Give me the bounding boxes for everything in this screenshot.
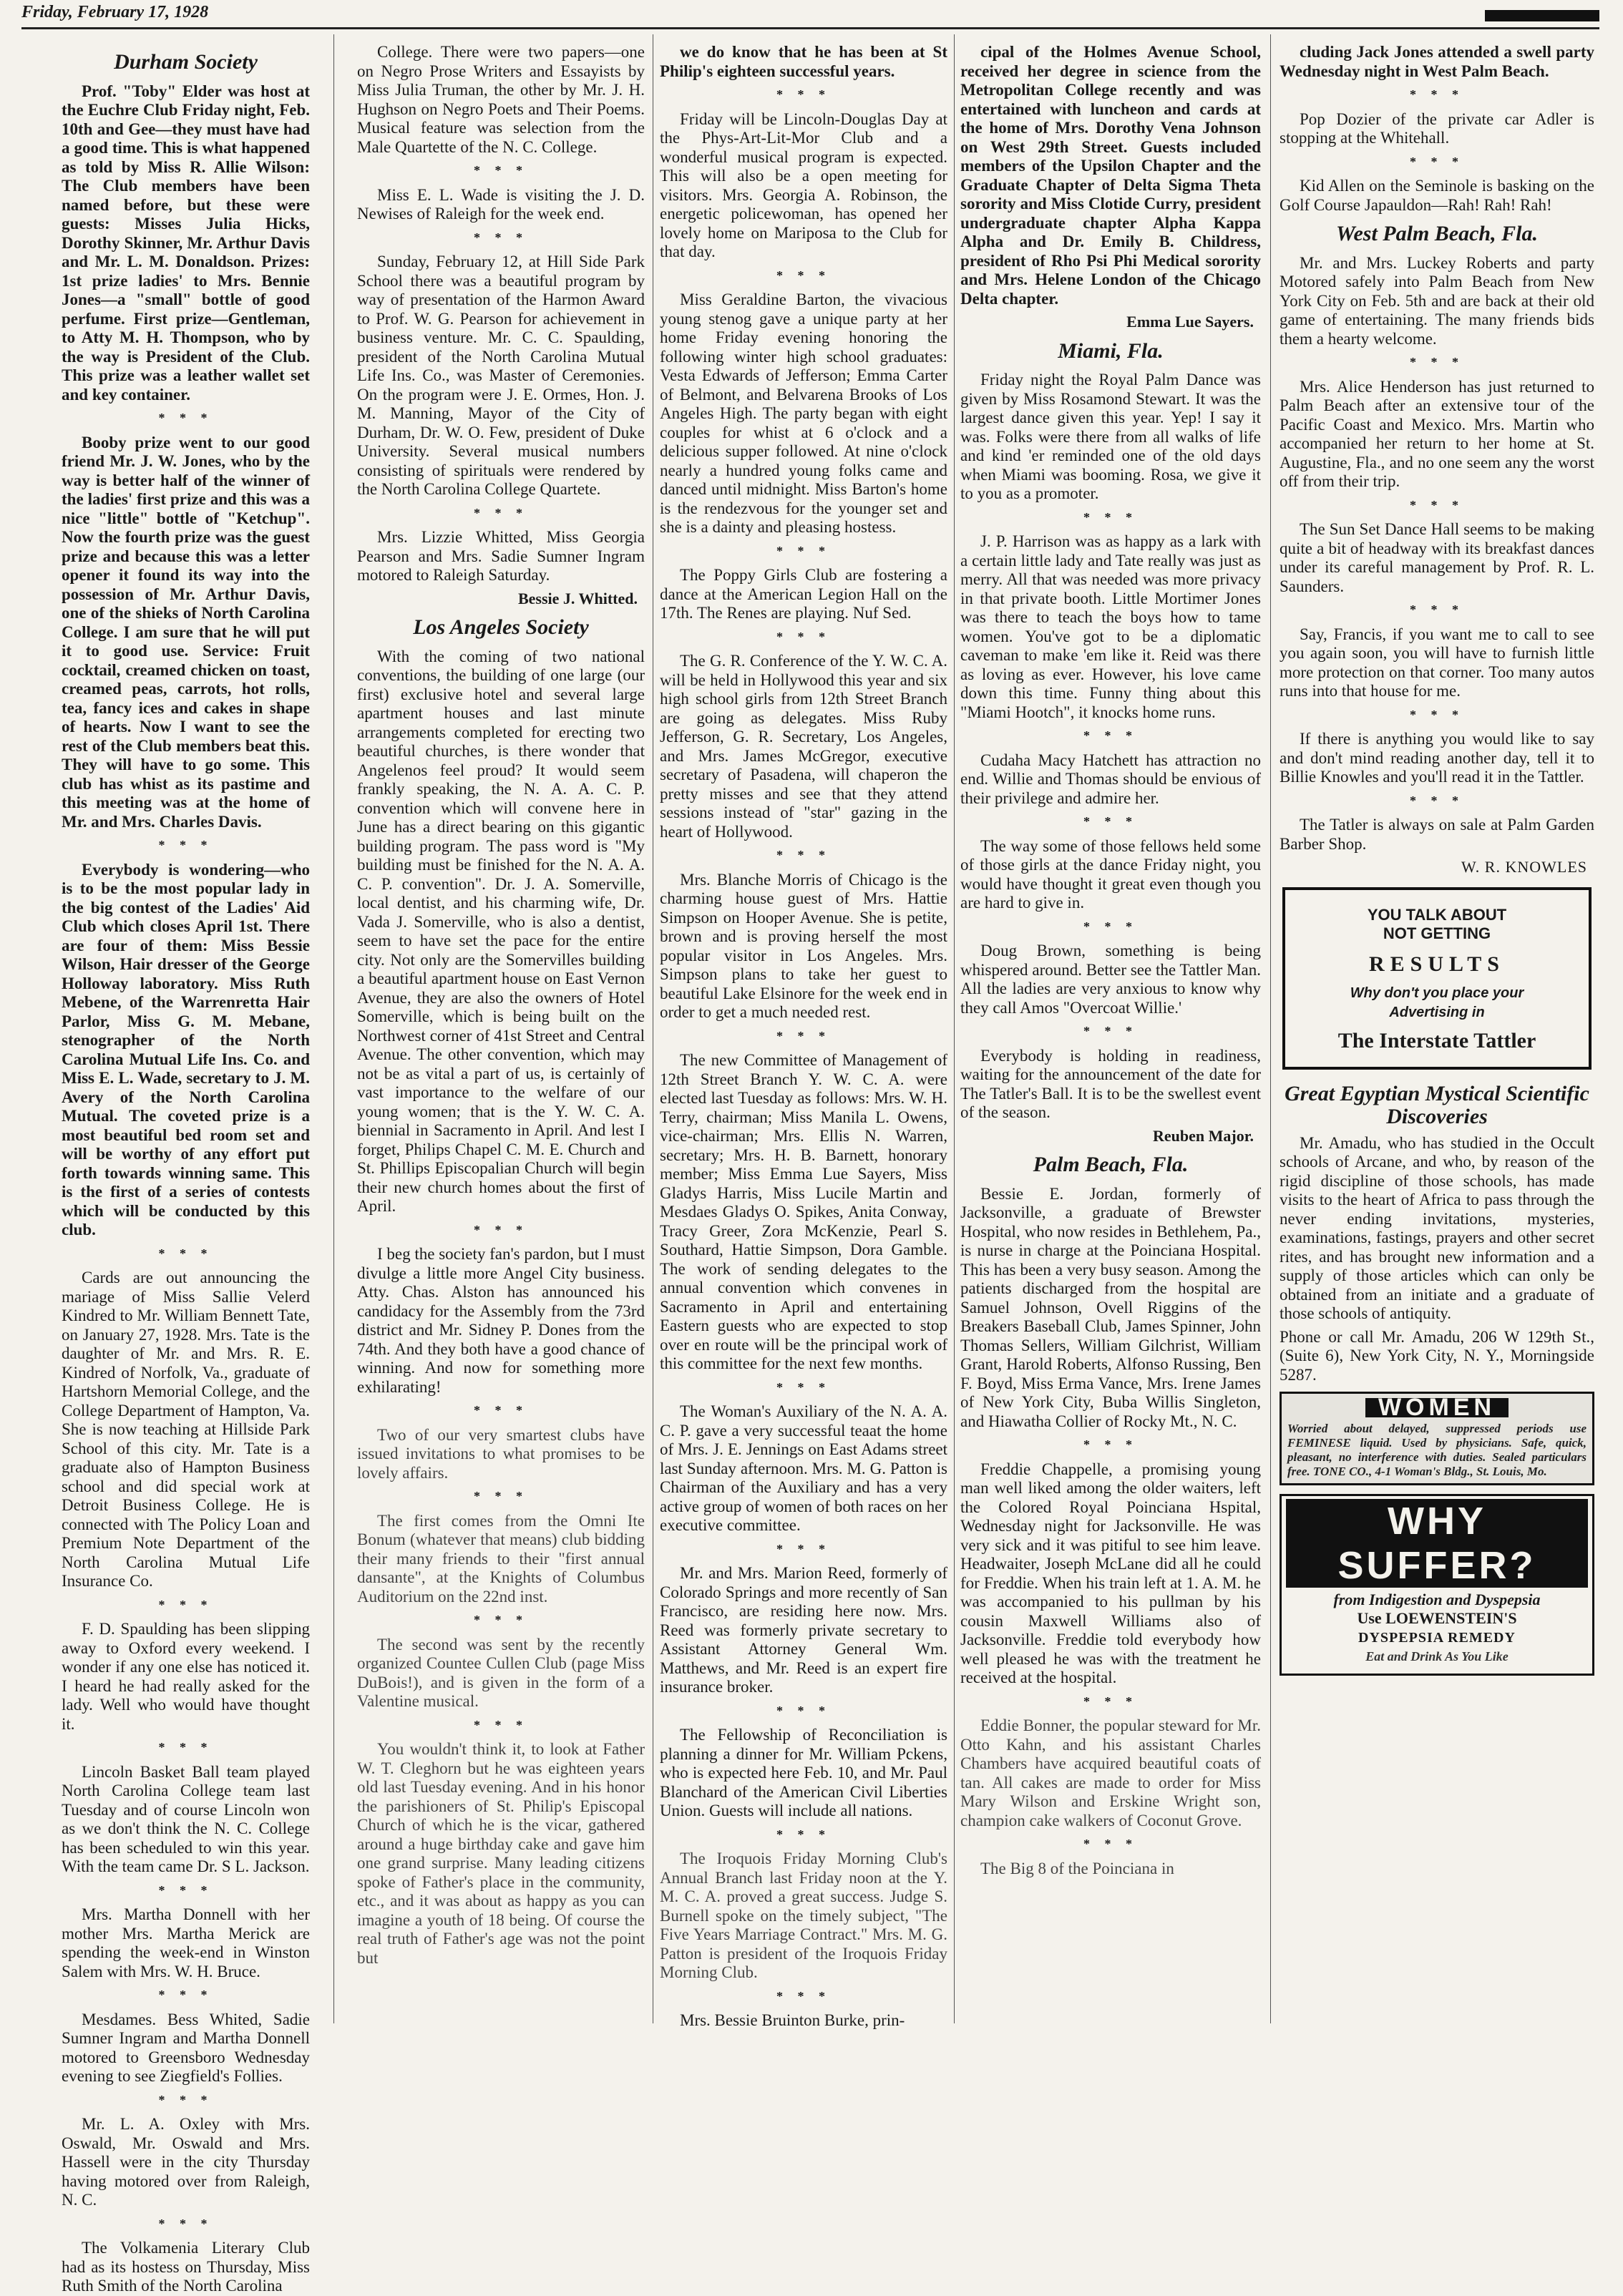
separator-stars: * * * bbox=[776, 268, 831, 283]
article-paragraph: The first comes from the Omni Ite Bonum (whatever that means) club bidding their many friends to their "first annual dansante", at the Knights of Columbus Auditorium on the 22nd inst. bbox=[357, 1511, 645, 1606]
separator-stars: * * * bbox=[776, 1541, 831, 1556]
article-paragraph: Mr. and Mrs. Luckey Roberts and party Motored safely into Palm Beach from New York City on Feb. 5th and are back at their old game of entertaining. The many friends bids them a hearty welcome. bbox=[1280, 253, 1594, 348]
separator-stars: * * * bbox=[158, 1246, 213, 1261]
article-paragraph: Friday will be Lincoln-Douglas Day at the Phys-Art-Lit-Mor Club and a wonderful musical program is expected. This will also be a open meeting for visitors. Mrs. Georgia A. Robinson, the energetic policewoman, has opened her lovely home on Mariposa to the Club for that day. bbox=[660, 109, 947, 260]
article-paragraph: Kid Allen on the Seminole is basking on the Golf Course Japauldon—Rah! Rah! Rah! bbox=[1280, 177, 1594, 214]
separator-stars: * * * bbox=[1410, 87, 1464, 102]
masthead-bar bbox=[1485, 10, 1599, 21]
article-paragraph: Booby prize went to our good friend Mr. J. W. Jones, who by the way is better half of the winner of the ladies' first prize and this was a nice "little" bottle of "Ketchup". Now the fourth prize was the guest prize and because this was a letter opener it found its way into the possession of Mr. Arthur Davis, one of the shieks of North Carolina College. I am sure that he will put it to good use. Service: Fruit cocktail, creamed chicken on toast, creamed peas, carrots, hot rolls, tea, fancy ices and cakes in shape of hearts. Now I want to see the rest of the Club members beat this. They will have to go some. This club has whist as its pastime and this meeting was at the home of Mr. and Mrs. Charles Davis. bbox=[62, 433, 310, 831]
column-2 bbox=[357, 43, 645, 2023]
article-paragraph: J. P. Harrison was as happy as a lark with a certain little lady and Tate really was just as merry. All that was needed was more privacy in that private booth. Little Mortimer Jones was there to teach the boys how to tame women. You've got to be a diplomatic caveman to make 'em like it. Reid was there as loving as ever. However, his love came down this time. Funny thing about this "Miami Hootch", it knocks home runs. bbox=[960, 532, 1261, 721]
ad-line: Eat and Drink As You Like bbox=[1365, 1649, 1509, 1664]
tattler-advertisement bbox=[1282, 887, 1592, 1070]
article-paragraph: Everybody is holding in readiness, waiting for the announcement of the date for The Tatler's Ball. It is to be the swellest event of the season. bbox=[960, 1046, 1261, 1121]
article-paragraph: Doug Brown, something is being whispered around. Better see the Tattler Man. All the ladies are very anxious to know why they call Amos "Overcoat Willie.' bbox=[960, 942, 1261, 1017]
article-paragraph: we do know that he has been at St Philip's eighteen successful years. bbox=[660, 43, 947, 80]
article-paragraph: Two of our very smartest clubs have issued invitations to what promises to be lovely affairs. bbox=[357, 1425, 645, 1482]
separator-stars: * * * bbox=[1410, 154, 1464, 169]
article-paragraph: cipal of the Holmes Avenue School, received her degree in science from the Metropolitan College recently and was entertained with luncheon and cards at the home of Mrs. Dorothy Vena Johnson on West 29th Street. Guests included members of the Upsilon Chapter and the Graduate Chapter of Delta Sigma Theta sorority and Miss Clotide Curry, president undergraduate chapter Alpha Kappa Alpha and Dr. Emily B. Childress, president of Rho Psi Phi Medical sorority and Mrs. Helene London of the Chicago Delta chapter. bbox=[960, 43, 1261, 308]
byline: Emma Lue Sayers. bbox=[1126, 313, 1254, 331]
article-paragraph: The G. R. Conference of the Y. W. C. A. will be held in Hollywood this year and six high school girls from 12th Street Branch are going as delegates. Miss Ruby Jefferson, G. R. Secretary, Los Angeles, and Mrs. James McGregor, executive secretary of Pasadena, will chaperon the pretty misses and see that they attend sessions instead of "star" gazing in the heart of Hollywood. bbox=[660, 652, 947, 841]
separator-stars: * * * bbox=[158, 1882, 213, 1897]
article-paragraph: The way some of those fellows held some of those girls at the dance Friday night, you would have thought it great even though you are hard to give in. bbox=[960, 836, 1261, 912]
article-paragraph: Pop Dozier of the private car Adler is stopping at the Whitehall. bbox=[1280, 109, 1594, 147]
ad-line: NOT GETTING bbox=[1383, 924, 1491, 942]
article-paragraph: Mrs. Lizzie Whitted, Miss Georgia Pearson and Mrs. Sadie Sumner Ingram motored to Raleigh Saturday. bbox=[357, 528, 645, 584]
separator-stars: * * * bbox=[776, 1379, 831, 1394]
separator-stars: * * * bbox=[1083, 1694, 1138, 1709]
article-paragraph: With the coming of two national conventions, the building of one large (our first) exclusive hotel and several large apartment houses and last minute arrangements completed for erecting two beautiful churches, is there wonder that Angelenos feel proud? It would seem frankly speaking, the N. A. A. C. P. convention which will convene here in June has a direct bearing on this gigantic building program. The pass word is "My building must be finished for the N. A. A. C. P. convention". Dr. J. A. Somerville, local dentist, and his charming wife, Dr. Vada J. Somerville, who is also a dentist, seem to have set the pace for the entire city. Not only are the Somervilles building a beautiful apartment house on East Vernon Avenue, they are also the owners of Hotel Somerville, which is being built on the Northwest corner of 41st Street and Central Avenue. The other convention, which may not be as vital a part of us, is certainly of vast importance to the welfare of our young women; that is the Y. W. C. A. biennial in Sacramento in April. And lest I forget, Philips Chapel C. M. E. Church and St. Phillips Episcopalian Church will begin their new church homes about the first of April. bbox=[357, 647, 645, 1215]
article-paragraph: Mrs. Alice Henderson has just returned to Palm Beach after an extensive tour of the Pacific Coast and Mexico. Mrs. Martin who accompanied her return to her home at St. Augustine, Fla., and no one seem any the worst off from their trip. bbox=[1280, 377, 1594, 490]
separator-stars: * * * bbox=[158, 1988, 213, 2002]
article-paragraph: Say, Francis, if you want me to call to see you again soon, you will have to furnish little more protection on that corner. Too many autos runs into that house for me. bbox=[1280, 625, 1594, 700]
separator-stars: * * * bbox=[158, 411, 213, 425]
article-paragraph: You wouldn't think it, to look at Father W. T. Cleghorn but he was eighteen years old last Tuesday evening. And in his honor the parishioners of St. Philip's Episcopal Church of which he is the vicar, gathered around a huge birthday cake and gave him one grand surprise. Many leading citizens spoke of Father's place in the community, etc., and it was about as happy as you can imagine a youth of 18 being. Of course the real truth of Father's age was not the point but bbox=[357, 1740, 645, 1967]
article-paragraph: cluding Jack Jones attended a swell party Wednesday night in West Palm Beach. bbox=[1280, 43, 1594, 80]
separator-stars: * * * bbox=[776, 1703, 831, 1718]
article-paragraph: College. There were two papers—one on Negro Prose Writers and Essayists by Miss Julia Truman, the other by Mr. J. H. Hughson on Negro Poets and Their Poems. Musical feature was selection from the Male Quartette of the N. C. College. bbox=[357, 43, 645, 156]
ad-title: WHY SUFFER? bbox=[1286, 1499, 1588, 1588]
byline: Bessie J. Whitted. bbox=[517, 589, 638, 607]
article-paragraph: Prof. "Toby" Elder was host at the Euchre Club Friday night, Feb. 10th and Gee—they must have had a good time. This is what happened as told by Miss R. Allie Wilson: The Club members have been named before, but these were guests: Misses Julia Hicks, Dorothy Skinner, Mr. Arthur Davis and Mr. L. M. Donaldson. Prizes: 1st prize ladies' to Mrs. Bennie Jones—a "small" bottle of good perfume. First prize—Gentleman, to Atty M. H. Thompson, who by the way is President of the Club. This prize was a leather wallet set and key container. bbox=[62, 82, 310, 404]
column-rule bbox=[954, 34, 955, 2023]
dateline: Friday, February 17, 1928 bbox=[21, 3, 209, 21]
separator-stars: * * * bbox=[1083, 1837, 1138, 1851]
article-paragraph: F. D. Spaulding has been slipping away to Oxford every weekend. I wonder if any one else has noticed it. I heard he had really asked for the lady. Well who would have thought it. bbox=[62, 1620, 310, 1733]
separator-stars: * * * bbox=[776, 1988, 831, 2003]
column-rule bbox=[1270, 34, 1271, 2023]
article-paragraph: Bessie E. Jordan, formerly of Jacksonville, a graduate of Brewster Hospital, who now resides in Bethlehem, Pa., is nurse in charge at the Poinciana Hospital. This has been a very busy season. Among the patients discharged from the hospital are Samuel Johnson, Ovell Riggins of the Breakers Baseball Club, James Spinner, John Thomas Sellers, William Gilchrist, William Grant, Harold Roberts, Alfonso Russing, Ben F. Boyd, Miss Erma Vance, Mrs. Irene James of New York City, Buba Willis Singleton, and Hiawatha Collier of Rocky Mt., N. C. bbox=[960, 1184, 1261, 1430]
separator-stars: * * * bbox=[776, 1028, 831, 1043]
separator-stars: * * * bbox=[1410, 602, 1464, 617]
article-paragraph: Cudaha Macy Hatchett has attraction no end. Willie and Thomas should be envious of their privilege and admire her. bbox=[960, 751, 1261, 807]
separator-stars: * * * bbox=[474, 1403, 528, 1417]
article-paragraph: The Iroquois Friday Morning Club's Annual Branch last Friday noon at the Y. M. C. A. proved a great success. Judge S. Burnell spoke on the timely subject, "The Five Years Marriage Contract." Mrs. M. G. Patton is president of the Iroquois Friday Morning Club. bbox=[660, 1850, 947, 1981]
article-paragraph: Everybody is wondering—who is to be the most popular lady in the big contest of the Ladies' Aid Club which closes April 1st. There are four of them: Miss Bessie Wilson, Hair dresser of the George Holloway laboratory. Miss Ruth Mebene, of the Warrenretta Hair Parlor, Miss G. M. Mebane, stenographer of the North Carolina Mutual Life Ins. Co. and Miss E. L. Wade, secretary to J. M. Avery of the North Carolina Mutual. The coveted prize is a most beautiful bed room set and will be worthy of any effort put forth towards winning same. This is the first of a series of contests which will be conducted by this club. bbox=[62, 860, 310, 1239]
separator-stars: * * * bbox=[474, 1489, 528, 1503]
ad-line: from Indigestion and Dyspepsia bbox=[1333, 1590, 1541, 1608]
article-paragraph: The new Committee of Management of 12th Street Branch Y. W. C. A. were elected last Tuesday as follows: Mrs. W. H. Terry, chairman; Miss Manila L. Owens, vice-chairman; Mrs. Ellis N. Warren, secretary; Mrs. H. B. Barnett, honorary member; Miss Emma Lue Sayers, Miss Gladys Harris, Miss Lucile Martin and Mesdaes Gladys O. Spikes, Anita Conway, Tracy Greer, Zora McKenzie, Pearl S. Southard, Hattie Simpson, Dora Gamble. The work of sending delegates to the annual convention which convenes in Sacramento in April and entertaining Eastern guests who are expected to stop over en route will be the principal work of this committee for the next few months. bbox=[660, 1051, 947, 1372]
separator-stars: * * * bbox=[158, 1597, 213, 1612]
separator-stars: * * * bbox=[776, 87, 831, 102]
separator-stars: * * * bbox=[1083, 728, 1138, 743]
women-advertisement bbox=[1280, 1392, 1594, 1485]
ad-line: Use LOEWENSTEIN'S bbox=[1357, 1609, 1517, 1627]
separator-stars: * * * bbox=[1083, 509, 1138, 524]
ad-line: The Interstate Tattler bbox=[1337, 1029, 1536, 1052]
separator-stars: * * * bbox=[474, 1613, 528, 1627]
ad-line: DYSPEPSIA REMEDY bbox=[1358, 1629, 1516, 1646]
article-paragraph: Miss E. L. Wade is visiting the J. D. Newises of Raleigh for the week end. bbox=[357, 185, 645, 223]
article-paragraph: The second was sent by the recently organized Countee Cullen Club (page Miss DuBois!), and is given in the form of a Valentine musical. bbox=[357, 1635, 645, 1710]
article-paragraph: Mrs. Martha Donnell with her mother Mrs. Martha Merick are spending the week-end in Winston Salem with Mrs. W. H. Bruce. bbox=[62, 1905, 310, 1980]
separator-stars: * * * bbox=[776, 629, 831, 644]
separator-stars: * * * bbox=[158, 838, 213, 852]
separator-stars: * * * bbox=[1410, 707, 1464, 722]
article-paragraph: Cards are out announcing the mariage of Miss Sallie Velerd Kindred to Mr. William Bennett Tate, on January 27, 1928. Mrs. Tate is the daughter of Mr. and Mrs. R. E. Kindred of Norfolk, Va., graduate of Hartshorn Memorial College, and the College Department of Hampton, Va. She is now teaching at Hillside Park School of this city. Mr. Tate is a graduate also of Hampton Business school and did special work at Detroit Business College. He is connected with The Policy Loan and Premium Note Department of the North Carolina Mutual Life Insurance Co. bbox=[62, 1269, 310, 1590]
dyspepsia-advertisement bbox=[1280, 1494, 1594, 1676]
separator-stars: * * * bbox=[1083, 919, 1138, 934]
ad-line: YOU TALK ABOUT bbox=[1367, 905, 1507, 924]
egyptian-body: Mr. Amadu, who has studied in the Occult schools of Arcane, and who, by reason of the rigid discipline of those schools, has made visits to the heart of Africa to pass through the never ending invitations, mysteries, examinations, fastings, prayers and other secret rites, and has brought new information and a supply of those articles which can only be obtained from an initiate and a graduate of those schools of antiquity. bbox=[1280, 1133, 1594, 1322]
ad-body: Worried about delayed, suppressed periods use FEMINESE liquid. Used by physicians. Safe, quick, pleasant, no interference with duties. Sealed particulars free. TONE CO., 4-1 Woman's Bldg., St. Louis, Mo. bbox=[1287, 1421, 1587, 1478]
separator-stars: * * * bbox=[158, 2216, 213, 2231]
separator-stars: * * * bbox=[474, 163, 528, 177]
article-paragraph: The Big 8 of the Poinciana in bbox=[980, 1859, 1174, 1877]
article-paragraph: The Poppy Girls Club are fostering a dance at the American Legion Hall on the 17th. The Renes are playing. Nuf Sed. bbox=[660, 566, 947, 622]
byline: Reuben Major. bbox=[1153, 1126, 1254, 1145]
section-heading: Miami, Fla. bbox=[1058, 338, 1164, 363]
separator-stars: * * * bbox=[474, 1222, 528, 1237]
column-4 bbox=[960, 43, 1261, 2023]
ad-line: RESULTS bbox=[1369, 952, 1505, 976]
section-heading: Los Angeles Society bbox=[413, 615, 589, 639]
separator-stars: * * * bbox=[1083, 1024, 1138, 1038]
egyptian-contact: Phone or call Mr. Amadu, 206 W 129th St., (Suite 6), New York City, N. Y., Morningside 5287. bbox=[1280, 1327, 1594, 1384]
article-paragraph: If there is anything you would like to say and don't mind reading another day, tell it to Billie Knowles and you'll read it in the Tattler. bbox=[1280, 730, 1594, 786]
article-paragraph: The Woman's Auxiliary of the N. A. A. C. P. gave a very successful teaat the home of Mrs. J. E. Jennings on East Adams street last Sunday afternoon. Mrs. M. G. Patton is Chairman of the Auxiliary and has a very active group of women of both races on her executive committee. bbox=[660, 1402, 947, 1534]
article-paragraph: The Volkamenia Literary Club had as its hostess on Thursday, Miss Ruth Smith of the North Carolina bbox=[62, 2239, 310, 2295]
article-paragraph: Mrs. Blanche Morris of Chicago is the charming house guest of Mrs. Hattie Simpson on Hooper Avenue. She is petite, brown and is proving herself the most popular visitor in Los Angeles. Mrs. Simpson plans to take her guest to beautiful Lake Elsinore for the week end in order to get a much needed rest. bbox=[660, 870, 947, 1021]
separator-stars: * * * bbox=[1083, 1437, 1138, 1452]
separator-stars: * * * bbox=[158, 2092, 213, 2107]
separator-stars: * * * bbox=[1083, 814, 1138, 829]
separator-stars: * * * bbox=[1410, 793, 1464, 808]
column-1 bbox=[62, 43, 310, 2295]
article-paragraph: The Sun Set Dance Hall seems to be making quite a bit of headway with its breakfast dances under its careful management by Prof. R. L. Saunders. bbox=[1280, 520, 1594, 595]
article-paragraph: Sunday, February 12, at Hill Side Park School there was a beautiful program by way of presentation of the Harmon Award to Prof. W. G. Pearson for achievement in business venture. Mr. C. C. Spaulding, president of the North Carolina Mutual Life Ins. Co., was Master of Ceremonies. On the program were J. E. Ormes, Hon. J. M. Manning, Mayor of the City of Durham, Dr. W. O. Few, president of Duke University. Several musical numbers consisting of spirituals were rendered by the North Carolina College Quartete. bbox=[357, 253, 645, 498]
article-paragraph: Mrs. Bessie Bruinton Burke, prin- bbox=[680, 2011, 905, 2029]
article-paragraph: Mesdames. Bess Whited, Sadie Sumner Ingram and Martha Donnell motored to Greensboro Wednesday evening to see Ziegfield's Follies. bbox=[62, 2010, 310, 2085]
section-heading: West Palm Beach, Fla. bbox=[1336, 222, 1538, 245]
egyptian-heading: Great Egyptian Mystical Scientific Discoveries bbox=[1285, 1081, 1589, 1128]
separator-stars: * * * bbox=[474, 1717, 528, 1732]
ad-line: Advertising in bbox=[1389, 1004, 1485, 1020]
article-paragraph: Mr. L. A. Oxley with Mrs. Oswald, Mr. Oswald and Mrs. Hassell were in the city Thursday having motored over from Raleigh, N. C. bbox=[62, 2115, 310, 2209]
separator-stars: * * * bbox=[776, 1827, 831, 1842]
article-paragraph: The Fellowship of Reconciliation is planning a dinner for Mr. William Pckens, who is expected here Feb. 10, and Mr. Paul Blanchard of the American Civil Liberties Union. Guests will include all nations. bbox=[660, 1726, 947, 1819]
section-heading: Palm Beach, Fla. bbox=[1033, 1153, 1189, 1176]
separator-stars: * * * bbox=[158, 1740, 213, 1754]
article-paragraph: I beg the society fan's pardon, but I must divulge a little more Angel City business. Atty. Chas. Alston has announced his candidacy for the Assembly from the 73rd district and Mr. Sidney P. Dones from the 74th. And they both have a good chance of winning. And now for something more exhilarating! bbox=[357, 1245, 645, 1396]
column-rule bbox=[333, 34, 334, 2023]
separator-stars: * * * bbox=[474, 230, 528, 245]
separator-stars: * * * bbox=[776, 543, 831, 558]
column-3 bbox=[660, 43, 947, 2029]
separator-stars: * * * bbox=[776, 848, 831, 862]
header-rule bbox=[21, 27, 1599, 29]
article-paragraph: Freddie Chappelle, a promising young man well liked among the older waiters, left the Colored Royal Poinciana Hspital, Wednesday night for Jacksonville. He was very sick and it was pitiful to see him leave. Headwaiter, Joseph McLane did all he could for Freddie. When his train left at 1. A. M. he was accompanied to his pullman by his cousin Maxwell Williams also of Jacksonville. Freddie told everybody how well pleased he was with the treatment he received at the hospital. bbox=[960, 1460, 1261, 1686]
separator-stars: * * * bbox=[1410, 497, 1464, 512]
article-paragraph: Lincoln Basket Ball team played North Carolina College team last Tuesday and of course Lincoln won as we don't think the N. C. College has been scheduled to win this year. With the team came Dr. S L. Jackson. bbox=[62, 1762, 310, 1875]
byline: W. R. KNOWLES bbox=[1461, 858, 1587, 876]
separator-stars: * * * bbox=[1410, 355, 1464, 369]
article-paragraph: Mr. and Mrs. Marion Reed, formerly of Colorado Springs and more recently of San Francisco, are residing here now. Mrs. Reed was formerly private secretary to Assistant Attorney General Wm. Matthews, and Mr. Reed is an expert fire insurance broker. bbox=[660, 1564, 947, 1696]
column-5 bbox=[1280, 43, 1594, 2023]
article-paragraph: Friday night the Royal Palm Dance was given by Miss Rosamond Stewart. It was the largest dance given this year. Yep! I say it was. Folks were there from all walks of life and kind 'er reminded one of the old days when Miami was booming. Rosa, we give it to you as a promoter. bbox=[960, 371, 1261, 502]
ad-line: Why don't you place your bbox=[1350, 985, 1524, 1001]
article-paragraph: The Tatler is always on sale at Palm Garden Barber Shop. bbox=[1280, 816, 1594, 853]
ad-title: WOMEN bbox=[1365, 1398, 1509, 1417]
article-paragraph: Eddie Bonner, the popular steward for Mr. Otto Kahn, and his assistant Charles Chambers have acquired beautiful coats of tan. All cakes are made to order for Miss Mary Wilson and Erskine Wright son, champion cake walkers of Coconut Grove. bbox=[960, 1716, 1261, 1830]
section-heading: Durham Society bbox=[114, 50, 258, 74]
separator-stars: * * * bbox=[474, 505, 528, 520]
article-paragraph: Miss Geraldine Barton, the vivacious young stenog gave a unique party at her home Friday evening honoring the following winter high school graduates: Vesta Edwards of Jefferson; Emma Carter of Belmont, and Belvarena Brooks of Los Angeles High. The party began with eight couples for whist at 6 o'clock and a delicious supper followed. At nine o'clock nearly a hundred young folks came and danced until midnight. Miss Barton's home is the rendezvous for the younger set and she is a dainty and pleasing hostess. bbox=[660, 290, 947, 536]
